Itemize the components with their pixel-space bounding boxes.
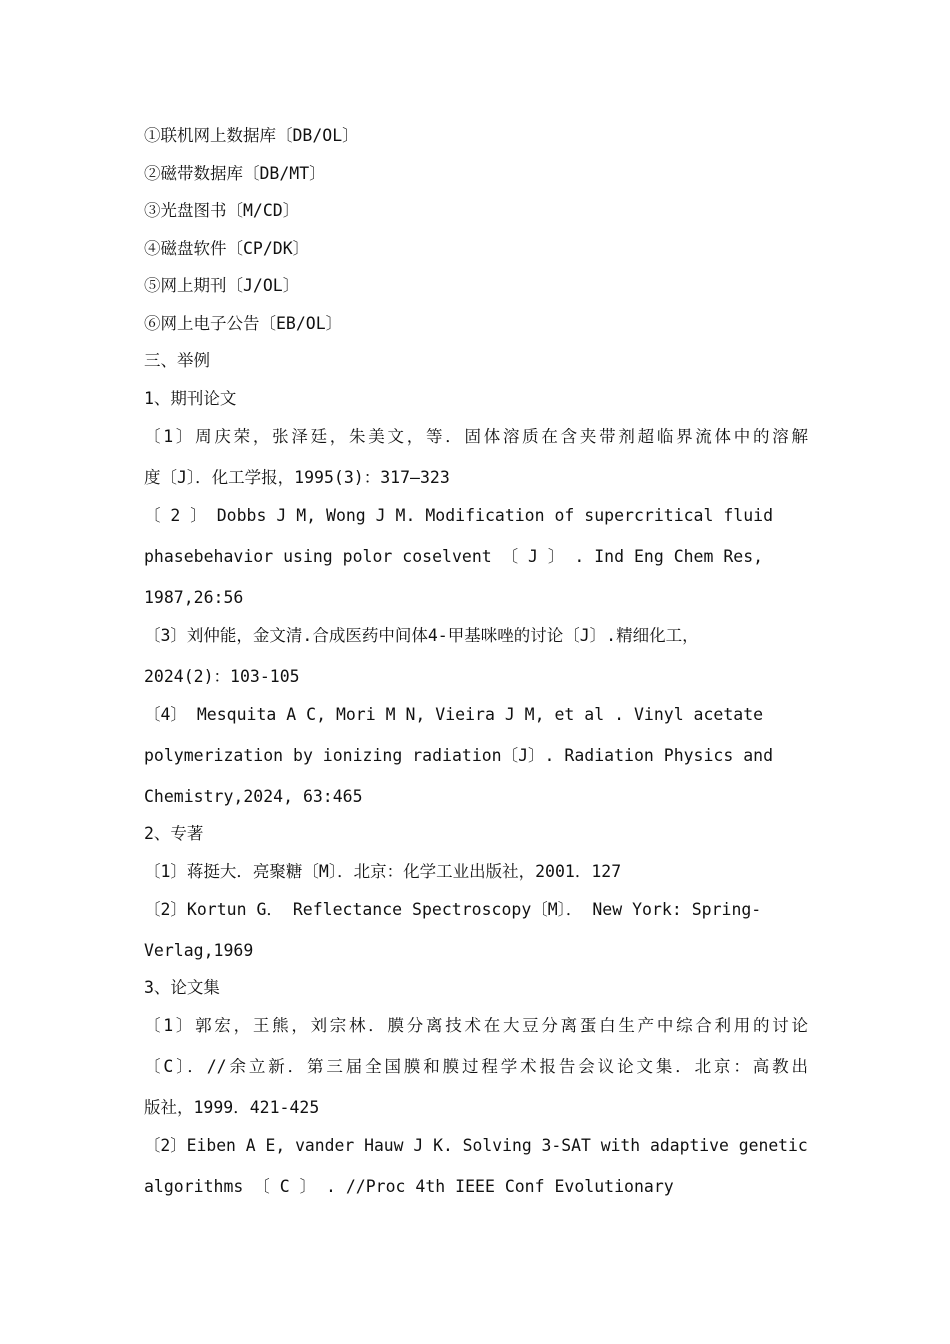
reference-line: 2024(2)：103-105 (144, 667, 300, 686)
reference-line: 1987,26:56 (144, 588, 244, 607)
section-heading-examples: 三、举例 (144, 351, 210, 370)
reference-line: 〔2〕Eiben A E, vander Hauw J K. Solving 3-SAT with adaptive genetic (144, 1136, 808, 1155)
reference-line: 〔4〕 Mesquita A C, Mori M N, Vieira J M, et al . Vinyl acetate (144, 705, 764, 724)
type-code-db-ol: ①联机网上数据库〔DB/OL〕 (144, 126, 359, 145)
type-code-db-mt: ②磁带数据库〔DB/MT〕 (144, 164, 326, 183)
type-code-eb-ol: ⑥网上电子公告〔EB/OL〕 (144, 314, 343, 333)
reference-line: phasebehavior using polor coselvent 〔 J 〕 . Ind Eng Chem Res, (144, 547, 764, 566)
subsection-heading-monograph: 2、专著 (144, 824, 204, 843)
reference-line: 版社，1999．421-425 (144, 1098, 320, 1117)
reference-line: 〔2〕Kortun G． Reflectance Spectroscopy〔M〕． New York: Spring- (144, 900, 762, 919)
reference-line: 〔1〕蒋挺大．亮聚糖〔M〕．北京：化学工业出版社，2001．127 (144, 862, 622, 881)
reference-line: algorithms 〔 C 〕 . //Proc 4th IEEE Conf Evolutionary (144, 1177, 674, 1196)
type-code-m-cd: ③光盘图书〔M/CD〕 (144, 201, 300, 220)
reference-line: Verlag,1969 (144, 941, 254, 960)
reference-line: 〔1〕郭宏，王熊，刘宗林．膜分离技术在大豆分离蛋白生产中综合利用的讨论 (144, 1016, 808, 1035)
reference-line: 〔3〕刘仲能，金文清.合成医药中间体4-甲基咪唑的讨论〔J〕.精细化工， (144, 626, 699, 645)
reference-line: 〔1〕周庆荣，张泽廷，朱美文，等．固体溶质在含夹带剂超临界流体中的溶解 (144, 427, 808, 446)
reference-line: 〔 2 〕 Dobbs J M, Wong J M. Modification of supercritical fluid (144, 506, 774, 525)
type-code-cp-dk: ④磁盘软件〔CP/DK〕 (144, 239, 310, 258)
subsection-heading-journal: 1、期刊论文 (144, 389, 237, 408)
reference-line: 度〔J〕．化工学报，1995(3)：317—323 (144, 468, 450, 487)
reference-line: 〔C〕．//余立新．第三届全国膜和膜过程学术报告会议论文集．北京：高教出 (144, 1057, 808, 1076)
reference-line: polymerization by ionizing radiation〔J〕. Radiation Physics and (144, 746, 774, 765)
reference-line: Chemistry,2024, 63:465 (144, 787, 363, 806)
type-code-j-ol: ⑤网上期刊〔J/OL〕 (144, 276, 300, 295)
subsection-heading-proceedings: 3、论文集 (144, 978, 220, 997)
